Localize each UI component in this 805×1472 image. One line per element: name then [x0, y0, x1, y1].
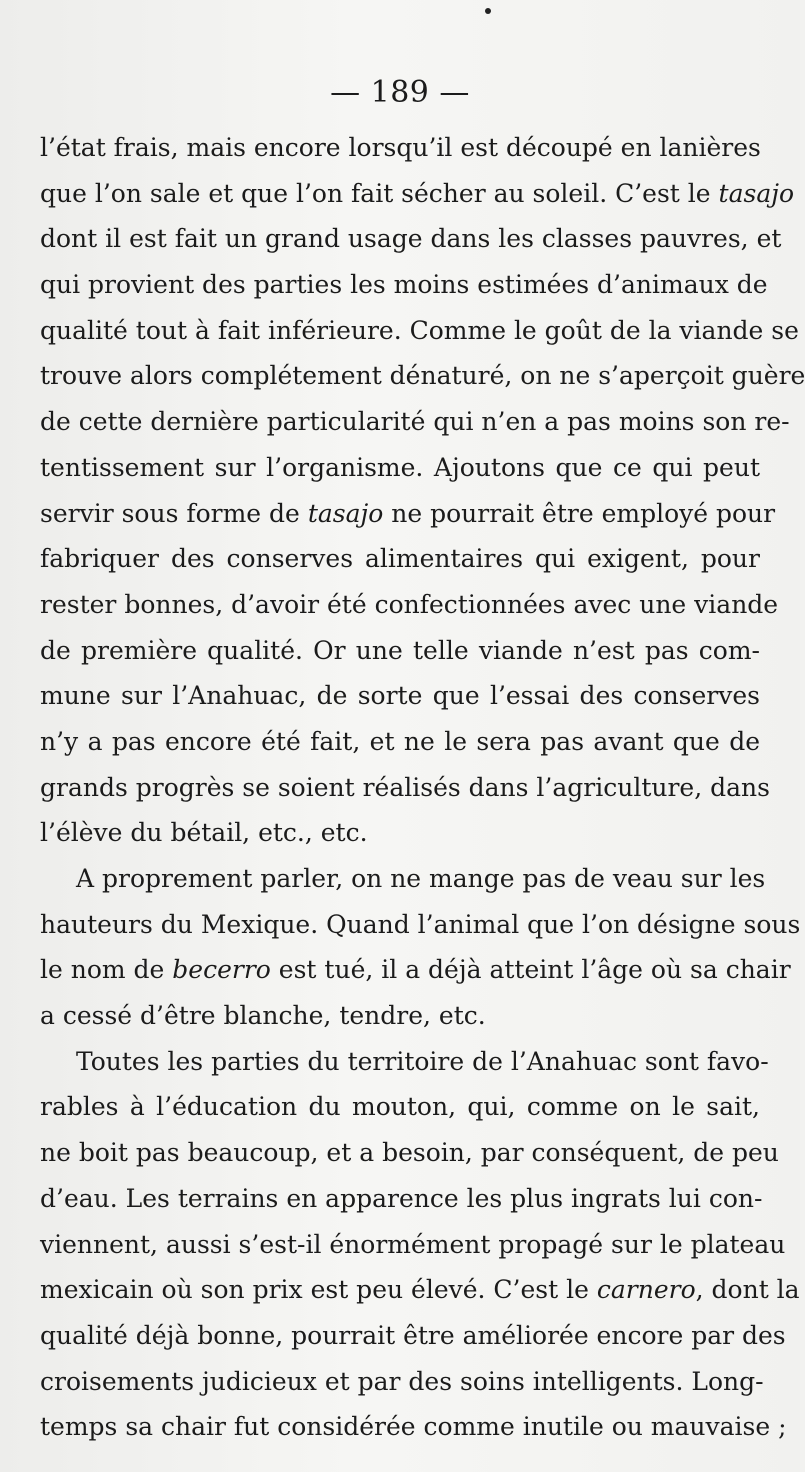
text-line: que l’on sale et que l’on fait sécher au soleil. C’est le tasajo [40, 178, 795, 208]
text-line: rester bonnes, d’avoir été confectionnées avec une viande [40, 589, 779, 619]
text-line: trouve alors complétement dénaturé, on ne s’aperçoit guère [40, 361, 805, 391]
text-line: qualité tout à fait inférieure. Comme le goût de la viande se [40, 315, 799, 345]
ink-speck [485, 8, 491, 14]
paragraph-start-line: A proprement parler, on ne mange pas de veau sur les [76, 864, 766, 893]
text-line: n’y a pas encore été fait, et ne le sera pas avant que de [40, 726, 760, 756]
text-line: servir sous forme de tasajo ne pourrait être employé pour [40, 498, 776, 528]
text-line: viennent, aussi s’est-il énormément propagé sur le plateau [40, 1229, 786, 1259]
text-line: croisements judicieux et par des soins intelligents. Long- [40, 1366, 764, 1396]
text-line: tentissement sur l’organisme. Ajoutons que ce qui peut [40, 452, 760, 482]
text-line: l’élève du bétail, etc., etc. [40, 818, 368, 848]
text-line: l’état frais, mais encore lorsqu’il est découpé en lanières [40, 133, 761, 162]
text-line: hauteurs du Mexique. Quand l’animal que l’on désigne sous [40, 909, 801, 939]
text-line: fabriquer des conserves alimentaires qui exigent, pour [40, 544, 760, 574]
text-line: a cessé d’être blanche, tendre, etc. [40, 1001, 486, 1031]
text-line: qualité déjà bonne, pourrait être améliorée encore par des [40, 1320, 786, 1350]
text-line: rables à l’éducation du mouton, qui, comme on le sait, [40, 1092, 760, 1122]
body-text [40, 125, 805, 1450]
text-line: de cette dernière particularité qui n’en a pas moins son re- [40, 407, 790, 437]
paragraph-start-line: Toutes les parties du territoire de l’Anahuac sont favo- [76, 1046, 769, 1076]
text-line: ne boit pas beaucoup, et a besoin, par conséquent, de peu [40, 1138, 779, 1168]
page-number: — 189 — [330, 75, 470, 110]
text-line: d’eau. Les terrains en apparence les plus ingrats lui con- [40, 1183, 763, 1213]
text-line: grands progrès se soient réalisés dans l’agriculture, dans [40, 772, 770, 802]
text-line: mune sur l’Anahuac, de sorte que l’essai des conserves [40, 681, 760, 711]
text-line: temps sa chair fut considérée comme inutile ou mauvaise ; [40, 1412, 787, 1442]
text-line: le nom de becerro est tué, il a déjà atteint l’âge où sa chair [40, 955, 791, 985]
text-line: mexicain où son prix est peu élevé. C’est le carnero, dont la [40, 1275, 800, 1305]
text-line: dont il est fait un grand usage dans les classes pauvres, et [40, 224, 782, 254]
text-line: qui provient des parties les moins estimées d’animaux de [40, 270, 768, 300]
text-line: de première qualité. Or une telle viande n’est pas com- [40, 635, 760, 665]
